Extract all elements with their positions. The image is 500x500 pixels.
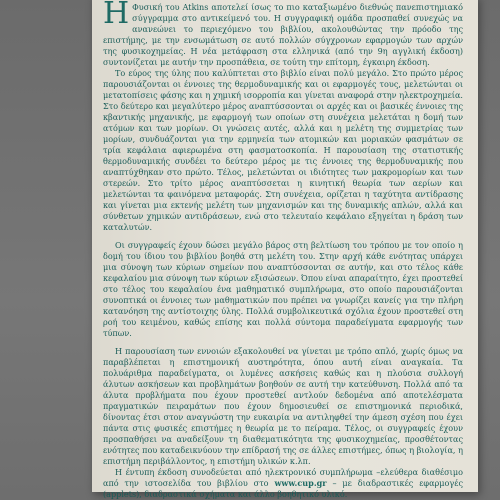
paragraph-intro	[103, 2, 463, 68]
paragraph-presentation: Η παρουσίαση των εννοιών εξακολουθεί να γίνεται με τρόπο απλό, χωρίς όμως να παραβλέπεται η επιστημονική αυστηρότητα, όπου αυτή είναι αναγκαία. Τα πολυάριθμα παραδείγματα, οι λυμένες ασκήσεις καθώς και η πλούσια συλλογή άλυτων ασκήσεων και προβλημάτων βοηθούν σε αυτή την κατεύθυνση. Πολλά από τα άλυτα προβλήματα που έχουν προστεθεί αντλούν δεδομένα από αποτελέσματα πραγματικών πειραμάτων που έχουν δημοσιευθεί σε επιστημονικά περιοδικά, δίνοντας έτσι στον αναγνώστη την ευκαιρία να αντιληφθεί την άμεση σχέση που έχει πάντα στις φυσικές επιστήμες η θεωρία με το πείραμα. Τέλος, οι συγγραφείς έχουν προσπαθήσει να αναδείξουν τη διαθεματικότητα της φυσικοχημείας, προσθέτοντας ενότητες που καταδεικνύουν την επίδρασή της σε άλλες επιστήμες, όπως η βιολογία, η επιστήμη περιβάλλοντος, η επιστήμη υλικών κ.λπ.	[103, 346, 463, 466]
paragraph-supplement	[103, 467, 463, 500]
supplement-text-start: Η έντυπη έκδοση συνοδεύεται από ηλεκτρονικό συμπλήρωμα –ελεύθερα διαθέσιμο από την ιστοσελίδα του βιβλίου στο	[103, 467, 463, 488]
paragraph-intro-text: Φυσική του Atkins αποτελεί ίσως το πιο καταξιωμένο διεθνώς πανεπιστημιακό σύγγραμμα στο αντικείμενό του. Η συγγραφική ομάδα προσπαθεί συνεχώς να ανανεώνει το περιεχόμενο του βιβλίου, ακολουθώντας την πρόοδο της επιστήμης, με την ενσωμάτωση σε αυτό πολλών σύγχρονων εφαρμογών των αρχών της φυσικοχημείας. Η νέα μετάφραση στα ελληνικά (από την 9η αγγλική έκδοση) συντονίζεται με αυτήν την προσπάθεια, σε τούτη την επίτομη, έγκαιρη έκδοση.	[103, 2, 463, 67]
paragraph-scope: Το εύρος της ύλης που καλύπτεται στο βιβλίο είναι πολύ μεγάλο. Στο πρώτο μέρος παρουσιάζονται οι έννοιες της θερμοδυναμικής και οι εφαρμογές τους, μελετώνται οι μετατοπίσεις φάσης και η χημική ισορροπία και γίνεται αναφορά στην ηλεκτροχημεία. Στο δεύτερο και μεγαλύτερο μέρος αναπτύσσονται οι αρχές και οι βασικές έννοιες της κβαντικής μηχανικής, με εφαρμογή των οποίων στη συνέχεια μελετάται η δομή των ατόμων και των μορίων. Οι γνώσεις αυτές, αλλά και η μελέτη της συμμετρίας των μορίων, συνδυάζονται για την ερμηνεία των ατομικών και μοριακών φασμάτων σε τρία κεφάλαια αφιερωμένα στη φασματοσκοπία. Η παρουσίαση της στατιστικής θερμοδυναμικής συνδέει το δεύτερο μέρος με τις έννοιες της θερμοδυναμικής που αναπτύχθηκαν στο πρώτο. Τέλος, μελετώνται οι ιδιότητες των μακρομορίων και των στερεών. Στο τρίτο μέρος αναπτύσσεται η κινητική θεωρία των αερίων και μελετώνται τα φαινόμενα μεταφοράς. Στη συνέχεια, ορίζεται η ταχύτητα αντίδρασης και γίνεται μια εκτενής μελέτη των μηχανισμών και της δυναμικής απλών, αλλά και σύνθετων χημικών αντιδράσεων, ενώ στο τελευταίο κεφάλαιο εξηγείται η δράση των καταλυτών.	[103, 68, 463, 232]
blurb-text	[103, 2, 463, 500]
drop-cap-letter: Η	[103, 0, 130, 31]
website-link[interactable]: www.cup.gr	[274, 478, 327, 488]
paragraph-structure: Οι συγγραφείς έχουν δώσει μεγάλο βάρος στη βελτίωση του τρόπου με τον οποίο η δομή του ίδιου του βιβλίου βοηθά στη μελέτη του. Στην αρχή κάθε ενότητας υπάρχει μια σύνοψη των κύριων σημείων που αναπτύσσονται σε αυτήν, και στο τέλος κάθε κεφαλαίου μια σύνοψη των κύριων εξισώσεων. Όπου είναι απαραίτητο, έχει προστεθεί στο τέλος του κεφαλαίου ένα μαθηματικό συμπλήρωμα, στο οποίο παρουσιάζονται συνοπτικά οι έννοιες των μαθηματικών που πρέπει να γνωρίζει κανείς για την πλήρη κατανόηση της αντίστοιχης ύλης. Πολλά συμβολικευτικά σχόλια έχουν προστεθεί στη ροή του κειμένου, καθώς επίσης και πολλά σύντομα παραδείγματα εφαρμογής των τύπων.	[103, 240, 463, 338]
book-back-cover	[92, 0, 478, 499]
supplement-text-end: – με διαδραστικές εφαρμογές (applets), διαδραστικά σχήματα και άλλο βοηθητικό υλικό.	[103, 478, 463, 499]
